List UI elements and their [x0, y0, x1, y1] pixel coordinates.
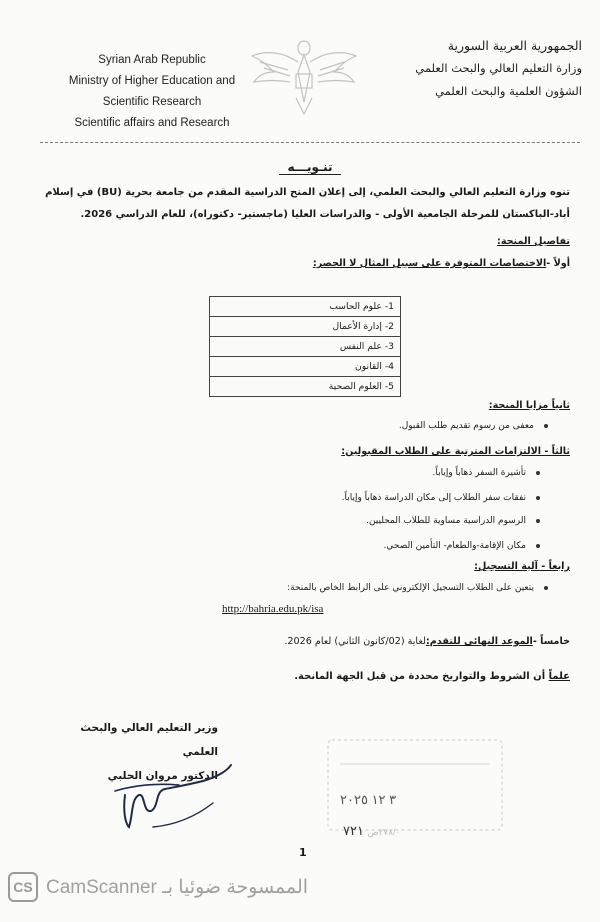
- obligations-heading: [341, 446, 570, 457]
- deadline-line: [284, 636, 570, 647]
- table-row: [210, 377, 401, 397]
- handwritten-signature: [95, 755, 235, 835]
- list-item-text: يتعين على الطلاب التسجيل الإلكتروني على الرابط الخاص بالمنحة:: [287, 583, 534, 593]
- stamp-number: [343, 823, 400, 839]
- document-title-text: تنـويـــه: [279, 160, 340, 175]
- advantages-heading: [489, 400, 570, 411]
- bullet-icon: [544, 586, 548, 590]
- bullet-icon: [544, 424, 548, 428]
- advantages-heading-text: ثانياً مزايا المنحة:: [488, 400, 570, 411]
- list-item: [399, 421, 548, 431]
- stamp-date: ٣ ١٢ ٢٠٢٥: [340, 792, 397, 807]
- header-en-line-3: Scientific Research: [102, 96, 202, 108]
- list-item-text: معفى من رسوم تقديم طلب القبول.: [398, 421, 534, 431]
- table-row: [210, 357, 401, 377]
- header-ar-line-3: الشؤون العلمية والبحث العلمي: [435, 84, 582, 98]
- camscanner-watermark: [8, 870, 308, 904]
- list-item: [287, 583, 548, 593]
- bullet-icon: [536, 544, 540, 548]
- header-arabic: [407, 34, 582, 103]
- list-item: [366, 516, 540, 526]
- stamp-number-faint: ٢٧٨/٠ص: [367, 827, 401, 837]
- header-en-line-2: Ministry of Higher Education and: [68, 75, 236, 87]
- list-item: [384, 541, 540, 551]
- signatory-title: وزير التعليم العالي والبحث العلمي: [80, 722, 218, 758]
- deadline-text: لغاية (02/كانون الثاني) لعام 2026.: [284, 636, 426, 647]
- list-item-text: نفقات سفر الطلاب إلى مكان الدراسة ذهاباً وإياباً.: [341, 493, 526, 503]
- header-english: [52, 50, 252, 134]
- registration-link[interactable]: http://bahria.edu.pk/isa: [222, 603, 324, 615]
- list-item-text: الرسوم الدراسية مساوية للطلاب المحليين.: [366, 516, 526, 526]
- header-ar-line-1: الجمهورية العربية السورية: [447, 38, 582, 53]
- camscanner-logo-icon: CS: [8, 872, 38, 902]
- camscanner-text: CamScanner الممسوحة ضوئيا بـ: [46, 876, 309, 898]
- bullet-icon: [536, 496, 540, 500]
- header-en-line-4: Scientific affairs and Research: [74, 117, 230, 129]
- specializations-prefix: أولاً -: [546, 258, 570, 269]
- note-line: [294, 671, 570, 682]
- table-row: [210, 337, 401, 357]
- bullet-icon: [536, 519, 540, 523]
- intro-paragraph: تنوه وزارة التعليم العالي والبحث العلمي، إلى إعلان المنح الدراسية المقدم من جامعة بحرية (BU) في إسلام أباد-الباكستان للمرحلة الجامعية الأولى - والدراسات العليا (ماجستير- دكتوراه)، للعام الدراسي 2026.: [45, 187, 570, 220]
- table-cell: 1- علوم الحاسب: [210, 297, 401, 317]
- header-divider: [40, 142, 580, 143]
- specializations-heading: [313, 258, 570, 269]
- list-item-text: مكان الإقامة-والطعام- التأمين الصحي.: [383, 541, 526, 551]
- stamp-number-main: ٧٢١: [343, 823, 364, 838]
- note-prefix: علماً: [548, 671, 570, 682]
- signatory-name: الدكتور مروان الحلبي: [107, 770, 218, 782]
- table-cell: 5- العلوم الصحية: [210, 377, 401, 397]
- scholarship-details-heading: [497, 236, 570, 247]
- page-number: 1: [299, 846, 307, 859]
- list-item: [432, 468, 540, 478]
- table-row: [210, 317, 401, 337]
- registration-heading: [474, 561, 570, 572]
- table-cell: 4- القانون: [210, 357, 401, 377]
- deadline-prefix: خامساً -: [532, 636, 570, 647]
- header-en-line-1: Syrian Arab Republic: [98, 54, 206, 66]
- bullet-icon: [536, 471, 540, 475]
- table-cell: 2- إدارة الأعمال: [210, 317, 401, 337]
- table-cell: 3- علم النفس: [210, 337, 401, 357]
- header-ar-line-2: وزارة التعليم العالي والبحث العلمي: [415, 61, 582, 75]
- eagle-emblem-icon: [248, 32, 360, 116]
- obligations-heading-text: ثالثاً - الالتزامات المترتبة على الطلاب المقبولين:: [341, 446, 570, 457]
- note-text: أن الشروط والتواريخ محددة من قبل الجهة المانحة.: [294, 671, 549, 682]
- list-item-text: تأشيرة السفر ذهاباً وإياباً.: [432, 468, 526, 478]
- document-title: [190, 160, 430, 174]
- table-row: [210, 297, 401, 317]
- specializations-table: [209, 296, 401, 397]
- scholarship-details-heading-text: تفاصيل المنحة:: [496, 236, 570, 247]
- registration-heading-text: رابعاً - آلية التسجيل:: [474, 561, 570, 572]
- deadline-heading-text: الموعد النهائي للتقدم:: [425, 636, 533, 647]
- specializations-heading-text: الاختصاصات المتوفرة على سبيل المثال لا الحصر:: [312, 258, 547, 269]
- list-item: [342, 493, 540, 503]
